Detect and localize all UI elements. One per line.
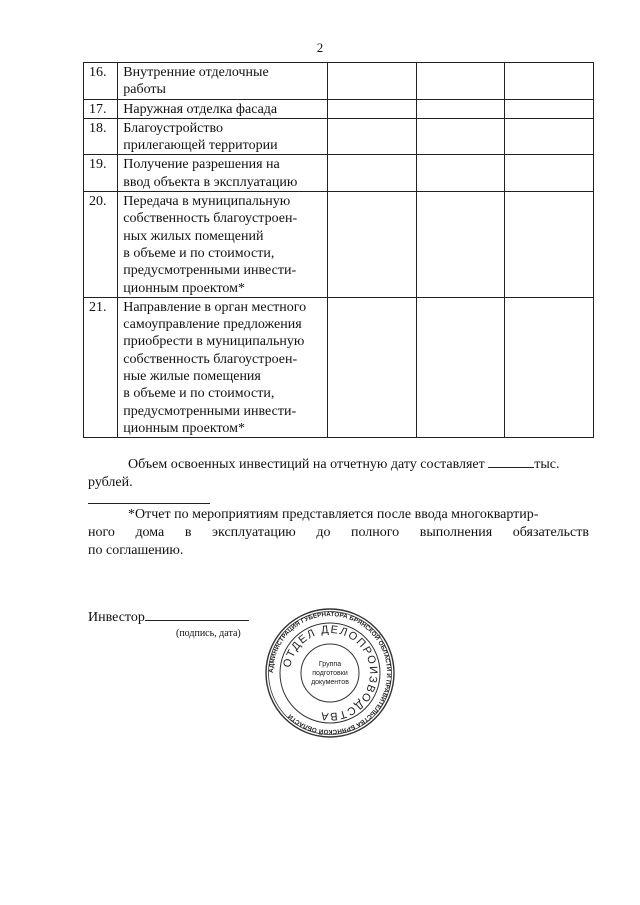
table-row [84,155,594,192]
row-number: 19. [84,155,118,192]
footnote-word: дома [135,525,165,540]
footnote [88,506,589,560]
signature-line [145,607,249,621]
page-number: 2 [316,40,324,55]
footnote-word: выполнения [419,525,493,540]
row-number: 18. [84,118,118,155]
description-line: Наружная отделка фасада [123,101,278,117]
row-number: 16. [84,63,118,100]
stamp-center-line-1: Группа [318,661,342,668]
footnote-line-1: *Отчет по мероприятиям представляется после ввода многоквартир- [128,507,539,522]
empty-cell [505,155,594,192]
department-stamp [263,606,397,740]
stamp-center-line-2: подготовки [312,670,348,677]
empty-cell [505,118,594,155]
footnote-line-2 [88,524,589,542]
footnote-word: эксплуатацию [212,525,296,540]
row-number: 21. [84,297,118,437]
empty-cell [327,297,416,437]
description-line: приобрести в муниципальную [123,334,305,350]
row-description [118,155,328,192]
empty-cell [327,155,416,192]
empty-cell [416,155,505,192]
empty-cell [505,297,594,437]
description-line: ционным проектом* [123,280,246,296]
investor-signature [88,607,249,626]
footnote-word: ного [88,525,115,540]
description-line: в объеме и по стоимости, [123,245,275,261]
empty-cell [327,192,416,298]
description-line: ввод объекта в эксплуатацию [123,174,298,190]
description-line: собственность благоустроен- [123,351,298,367]
row-description [118,63,328,100]
empty-cell [505,99,594,118]
description-line: Получение разрешения на [123,157,280,173]
description-line: Передача в муниципальную [123,194,291,210]
footnote-rule [88,503,210,504]
empty-cell [327,63,416,100]
description-line: прилегающей территории [123,138,278,154]
description-line: работы [123,82,166,98]
progress-table [83,62,594,438]
summary-unit: тыс. [534,457,560,472]
footnote-word: обязательств [512,525,589,540]
stamp-center-line-3: документов [311,679,349,686]
row-description [118,297,328,437]
empty-cell [416,297,505,437]
table-row [84,192,594,298]
row-number: 17. [84,99,118,118]
description-line: ционным проектом* [123,420,246,436]
stamp-department-text: ОТДЕЛ ДЕЛОПРОИЗВОДСТВА [281,623,380,723]
description-line: собственность благоустроен- [123,211,298,227]
description-line: ные жилые помещения [123,369,261,385]
signature-caption: (подпись, дата) [176,628,241,639]
description-line: Направление в орган местного [123,299,307,315]
amount-blank [488,455,534,468]
empty-cell [505,63,594,100]
description-line: Внутренние отделочные [123,65,269,80]
description-line: Благоустройство [123,120,224,136]
description-line: в объеме и по стоимости, [123,386,275,402]
footnote-word: полного [351,525,400,540]
table-row [84,118,594,155]
stamp-outer-text: АДМИНИСТРАЦИЯ ГУБЕРНАТОРА БРЯНСКОЙ ОБЛАСТИ И ПРАВИТЕЛЬСТВА БРЯНСКОЙ ОБЛАСТИ [267,610,393,736]
description-line: предусмотренными инвести- [123,263,297,279]
empty-cell [327,99,416,118]
empty-cell [416,99,505,118]
row-description [118,118,328,155]
investor-label: Инвестор [88,610,145,625]
empty-cell [327,118,416,155]
empty-cell [416,192,505,298]
description-line: предусмотренными инвести- [123,403,297,419]
empty-cell [505,192,594,298]
row-description [118,99,328,118]
row-description [118,192,328,298]
table-row [84,99,594,118]
footnote-word: в [184,525,192,540]
summary-line-1 [88,455,588,474]
footnote-line-3: по соглашению. [88,543,184,558]
empty-cell [416,118,505,155]
summary-line-2: рублей. [88,475,133,490]
empty-cell [416,63,505,100]
table-row [84,63,594,100]
investment-summary [88,455,588,492]
summary-text: Объем освоенных инвестиций на отчетную дату составляет [128,457,485,472]
table-row [84,297,594,437]
description-line: самоуправление предложения [123,317,302,333]
description-line: ных жилых помещений [123,228,264,244]
row-number: 20. [84,192,118,298]
footnote-word: до [316,525,331,540]
